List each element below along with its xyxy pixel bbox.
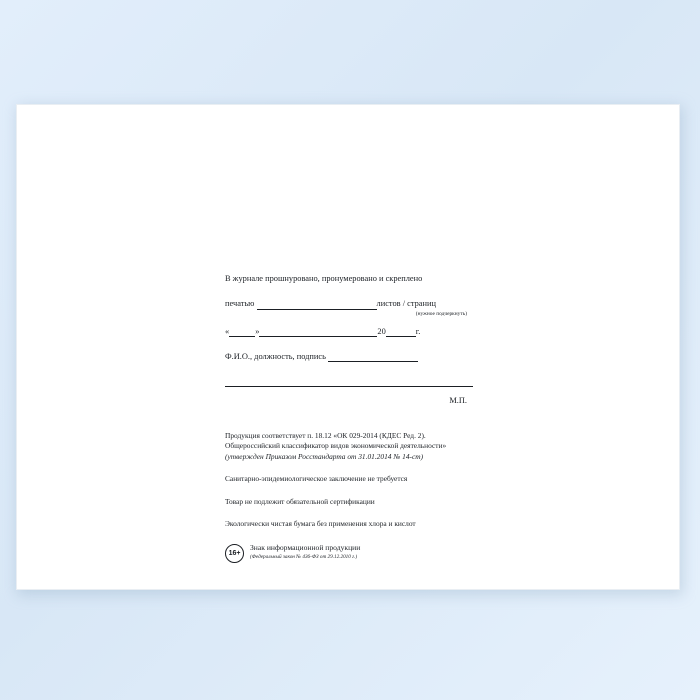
stamp-place-label: М.П. (449, 395, 467, 405)
age-rating-badge: 16+ (225, 544, 244, 563)
note-line-2: Общероссийский классификатор видов экономической деятельности» (225, 441, 447, 451)
day-fill-line[interactable] (229, 327, 255, 337)
year-suffix: г. (415, 326, 421, 336)
certification-date-line (225, 326, 485, 337)
certification-line-2 (225, 298, 485, 309)
age-rating-title: Знак информационной продукции (250, 543, 361, 553)
certification-line-1: В журнале прошнуровано, пронумеровано и скреплено (225, 274, 423, 283)
notes-block (225, 431, 485, 563)
seal-fill-line[interactable] (257, 300, 377, 310)
note-line-1: Продукция соответствует п. 18.12 «ОК 029-2014 (КДЕС Ред. 2). (225, 430, 426, 440)
certification-block (225, 273, 485, 405)
age-rating-subtitle: (Федеральный закон № 436-ФЗ от 29.12.2010 г.) (250, 554, 358, 561)
year-fill-line[interactable] (386, 327, 416, 337)
underline-instruction: (нужное подчеркнуть) (415, 310, 467, 317)
name-position-signature-label: Ф.И.О., должность, подпись (225, 352, 326, 362)
signature-fill-line[interactable] (328, 352, 418, 362)
note-line-3: (утвержден Приказом Росстандарта от 31.01.2014 № 14-ст) (225, 452, 424, 462)
certification-blank-line (225, 375, 485, 386)
month-fill-line[interactable] (259, 327, 377, 337)
note-line-6: Экологически чистая бумага без применения хлора и кислот (225, 519, 416, 529)
quote-close: » (255, 326, 260, 336)
note-line-4: Санитарно-эпидемиологическое заключение не требуется (225, 473, 408, 483)
certification-signature-line (225, 351, 485, 362)
sheets-pages-label: листов / страниц (376, 299, 436, 309)
blank-fill-line[interactable] (225, 377, 473, 387)
year-prefix: 20 (377, 326, 386, 336)
document-content (225, 273, 485, 563)
document-page (16, 104, 680, 590)
age-rating-row (225, 543, 485, 563)
note-line-5: Товар не подлежит обязательной сертификации (225, 496, 375, 506)
age-rating-text (250, 543, 360, 560)
seal-label: печатью (225, 299, 255, 309)
quote-open: « (225, 326, 230, 336)
